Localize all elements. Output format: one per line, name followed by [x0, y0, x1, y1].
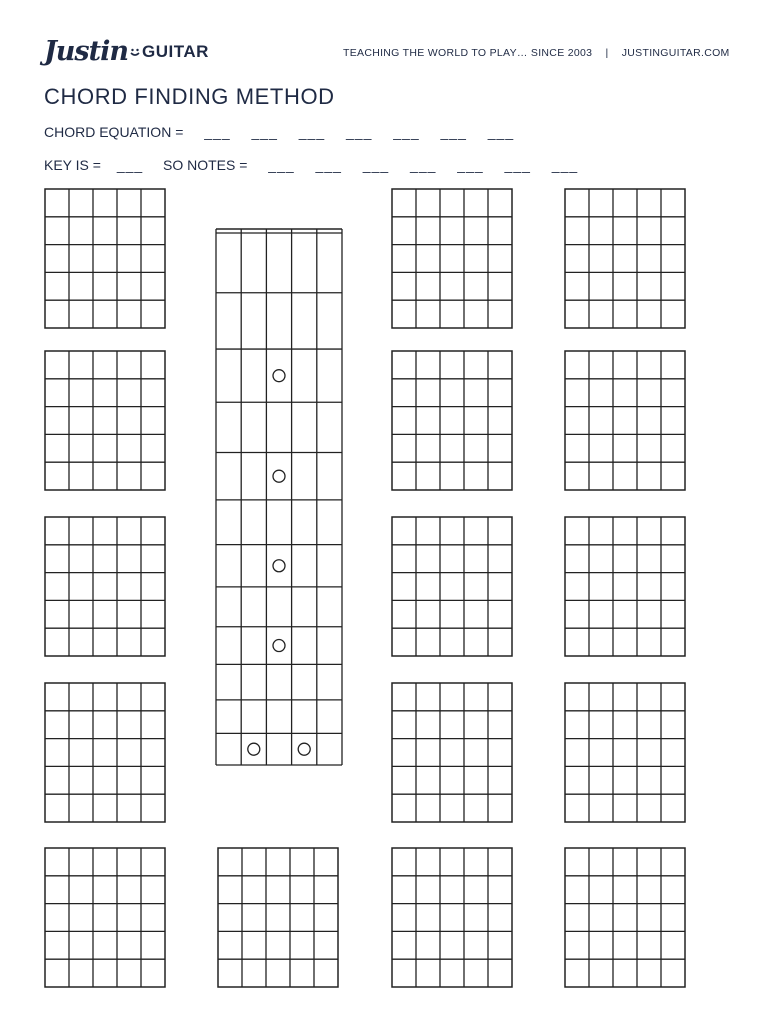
website-link[interactable]: JUSTINGUITAR.COM: [621, 47, 730, 59]
notes-blank[interactable]: ___: [551, 157, 579, 173]
fret-marker-dot: [248, 743, 260, 755]
chord-equation-label: CHORD EQUATION =: [44, 124, 184, 140]
notes-blank[interactable]: ___: [268, 157, 295, 173]
equation-blank[interactable]: ___: [346, 124, 373, 140]
equation-blank[interactable]: ___: [393, 124, 420, 140]
chord-box: [45, 848, 165, 987]
notes-blank[interactable]: ___: [410, 157, 437, 173]
fretboard-diagram: [216, 229, 342, 765]
notes-blank[interactable]: ___: [315, 157, 342, 173]
fret-marker-dot: [273, 560, 285, 572]
equation-blank[interactable]: ___: [440, 124, 467, 140]
chord-box: [565, 351, 685, 490]
notes-blank[interactable]: ___: [362, 157, 390, 173]
chord-box: [218, 848, 338, 987]
chord-box: [45, 517, 165, 656]
chord-box: [392, 351, 512, 490]
notes-blank[interactable]: ___: [457, 157, 484, 173]
chord-box: [392, 189, 512, 328]
fret-marker-dot: [273, 640, 285, 652]
equation-blank[interactable]: ___: [251, 124, 278, 140]
chord-box: [392, 517, 512, 656]
key-blank[interactable]: ___: [116, 157, 144, 173]
notes-blank[interactable]: ___: [504, 157, 531, 173]
chord-box: [392, 683, 512, 822]
chord-box: [565, 189, 685, 328]
equation-blank[interactable]: ___: [298, 124, 326, 140]
chord-box: [565, 683, 685, 822]
notes-label: SO NOTES =: [162, 157, 248, 173]
key-label: KEY IS =: [44, 157, 101, 173]
chord-box: [565, 517, 685, 656]
logo-script: Justin: [44, 36, 128, 67]
fret-marker-dot: [273, 370, 285, 382]
chord-box: [45, 683, 165, 822]
tagline-separator: |: [605, 47, 609, 59]
equation-blank[interactable]: ___: [204, 124, 231, 140]
chord-box: [392, 848, 512, 987]
chord-box: [565, 848, 685, 987]
fret-marker-dot: [273, 470, 285, 482]
fret-marker-dot: [298, 743, 310, 755]
chord-box: [45, 351, 165, 490]
equation-blank[interactable]: ___: [487, 124, 515, 140]
page-title: CHORD FINDING METHOD: [44, 84, 335, 109]
tagline-text: TEACHING THE WORLD TO PLAY… SINCE 2003: [343, 47, 593, 59]
logo-guitar: GUITAR: [141, 41, 209, 61]
chord-box: [45, 189, 165, 328]
